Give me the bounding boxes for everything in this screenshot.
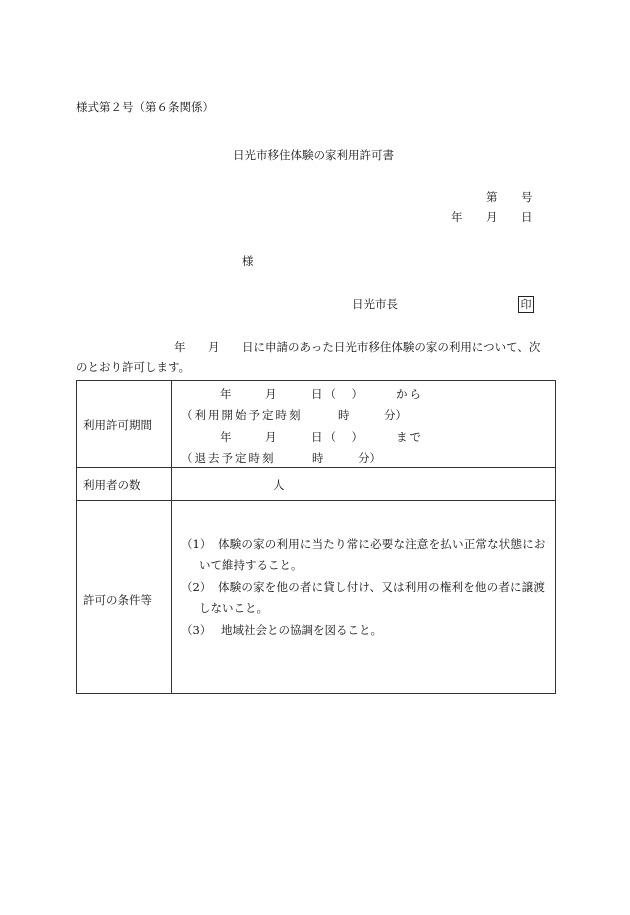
start-time-hour: 時 <box>338 408 350 422</box>
period-label: 利用許可期間 <box>83 418 152 432</box>
permit-table <box>76 380 556 694</box>
document-title: 日光市移住体験の家利用許可書 <box>233 148 394 162</box>
date-day: 日 <box>521 210 533 224</box>
issuer-name: 日光市長 <box>352 297 398 311</box>
start-time-min: 分） <box>384 408 407 422</box>
users-label: 利用者の数 <box>83 478 141 492</box>
body-year: 年 <box>174 340 186 354</box>
seal-mark: 印 <box>518 296 534 313</box>
table-column-divider <box>171 381 172 693</box>
ref-go: 号 <box>521 190 533 204</box>
end-year: 年 <box>220 430 232 444</box>
end-time-text: （退去予定時刻 <box>181 451 276 465</box>
end-day: 日（ ） <box>311 430 365 444</box>
users-unit: 人 <box>273 478 285 492</box>
body-text-line1: 日に申請のあった日光市移住体験の家の利用について、次 <box>242 340 541 354</box>
date-year: 年 <box>451 210 463 224</box>
end-suffix: まで <box>396 430 423 444</box>
start-suffix: から <box>396 387 423 401</box>
condition-2-line1: 体験の家を他の者に貸し付け、又は利用の権利を他の者に譲渡 <box>218 580 546 594</box>
start-month: 月 <box>265 387 277 401</box>
condition-1-number: （1） <box>181 537 212 551</box>
end-month: 月 <box>265 430 277 444</box>
body-text-line2: のとおり許可します。 <box>76 360 191 374</box>
form-number: 様式第２号（第６条関係） <box>76 100 214 114</box>
end-time-hour: 時 <box>312 451 324 465</box>
body-month: 月 <box>208 340 220 354</box>
conditions-label: 許可の条件等 <box>83 593 152 607</box>
condition-3-line1: 地域社会との協調を図ること。 <box>221 623 382 637</box>
condition-2-number: （2） <box>181 580 212 594</box>
table-row-divider <box>77 500 555 501</box>
start-day: 日（ ） <box>311 387 365 401</box>
table-row-divider <box>77 467 555 468</box>
condition-2-line2: しないこと。 <box>199 601 268 615</box>
condition-1-line1: 体験の家の利用に当たり常に必要な注意を払い正常な状態にお <box>218 537 546 551</box>
start-year: 年 <box>220 387 232 401</box>
condition-3-number: （3） <box>181 623 212 637</box>
start-time-text: （利用開始予定時刻 <box>181 408 303 422</box>
addressee-honorific: 様 <box>242 254 254 268</box>
end-time-min: 分） <box>358 451 381 465</box>
ref-dai: 第 <box>486 190 498 204</box>
date-month: 月 <box>486 210 498 224</box>
condition-1-line2: いて維持すること。 <box>199 558 303 572</box>
